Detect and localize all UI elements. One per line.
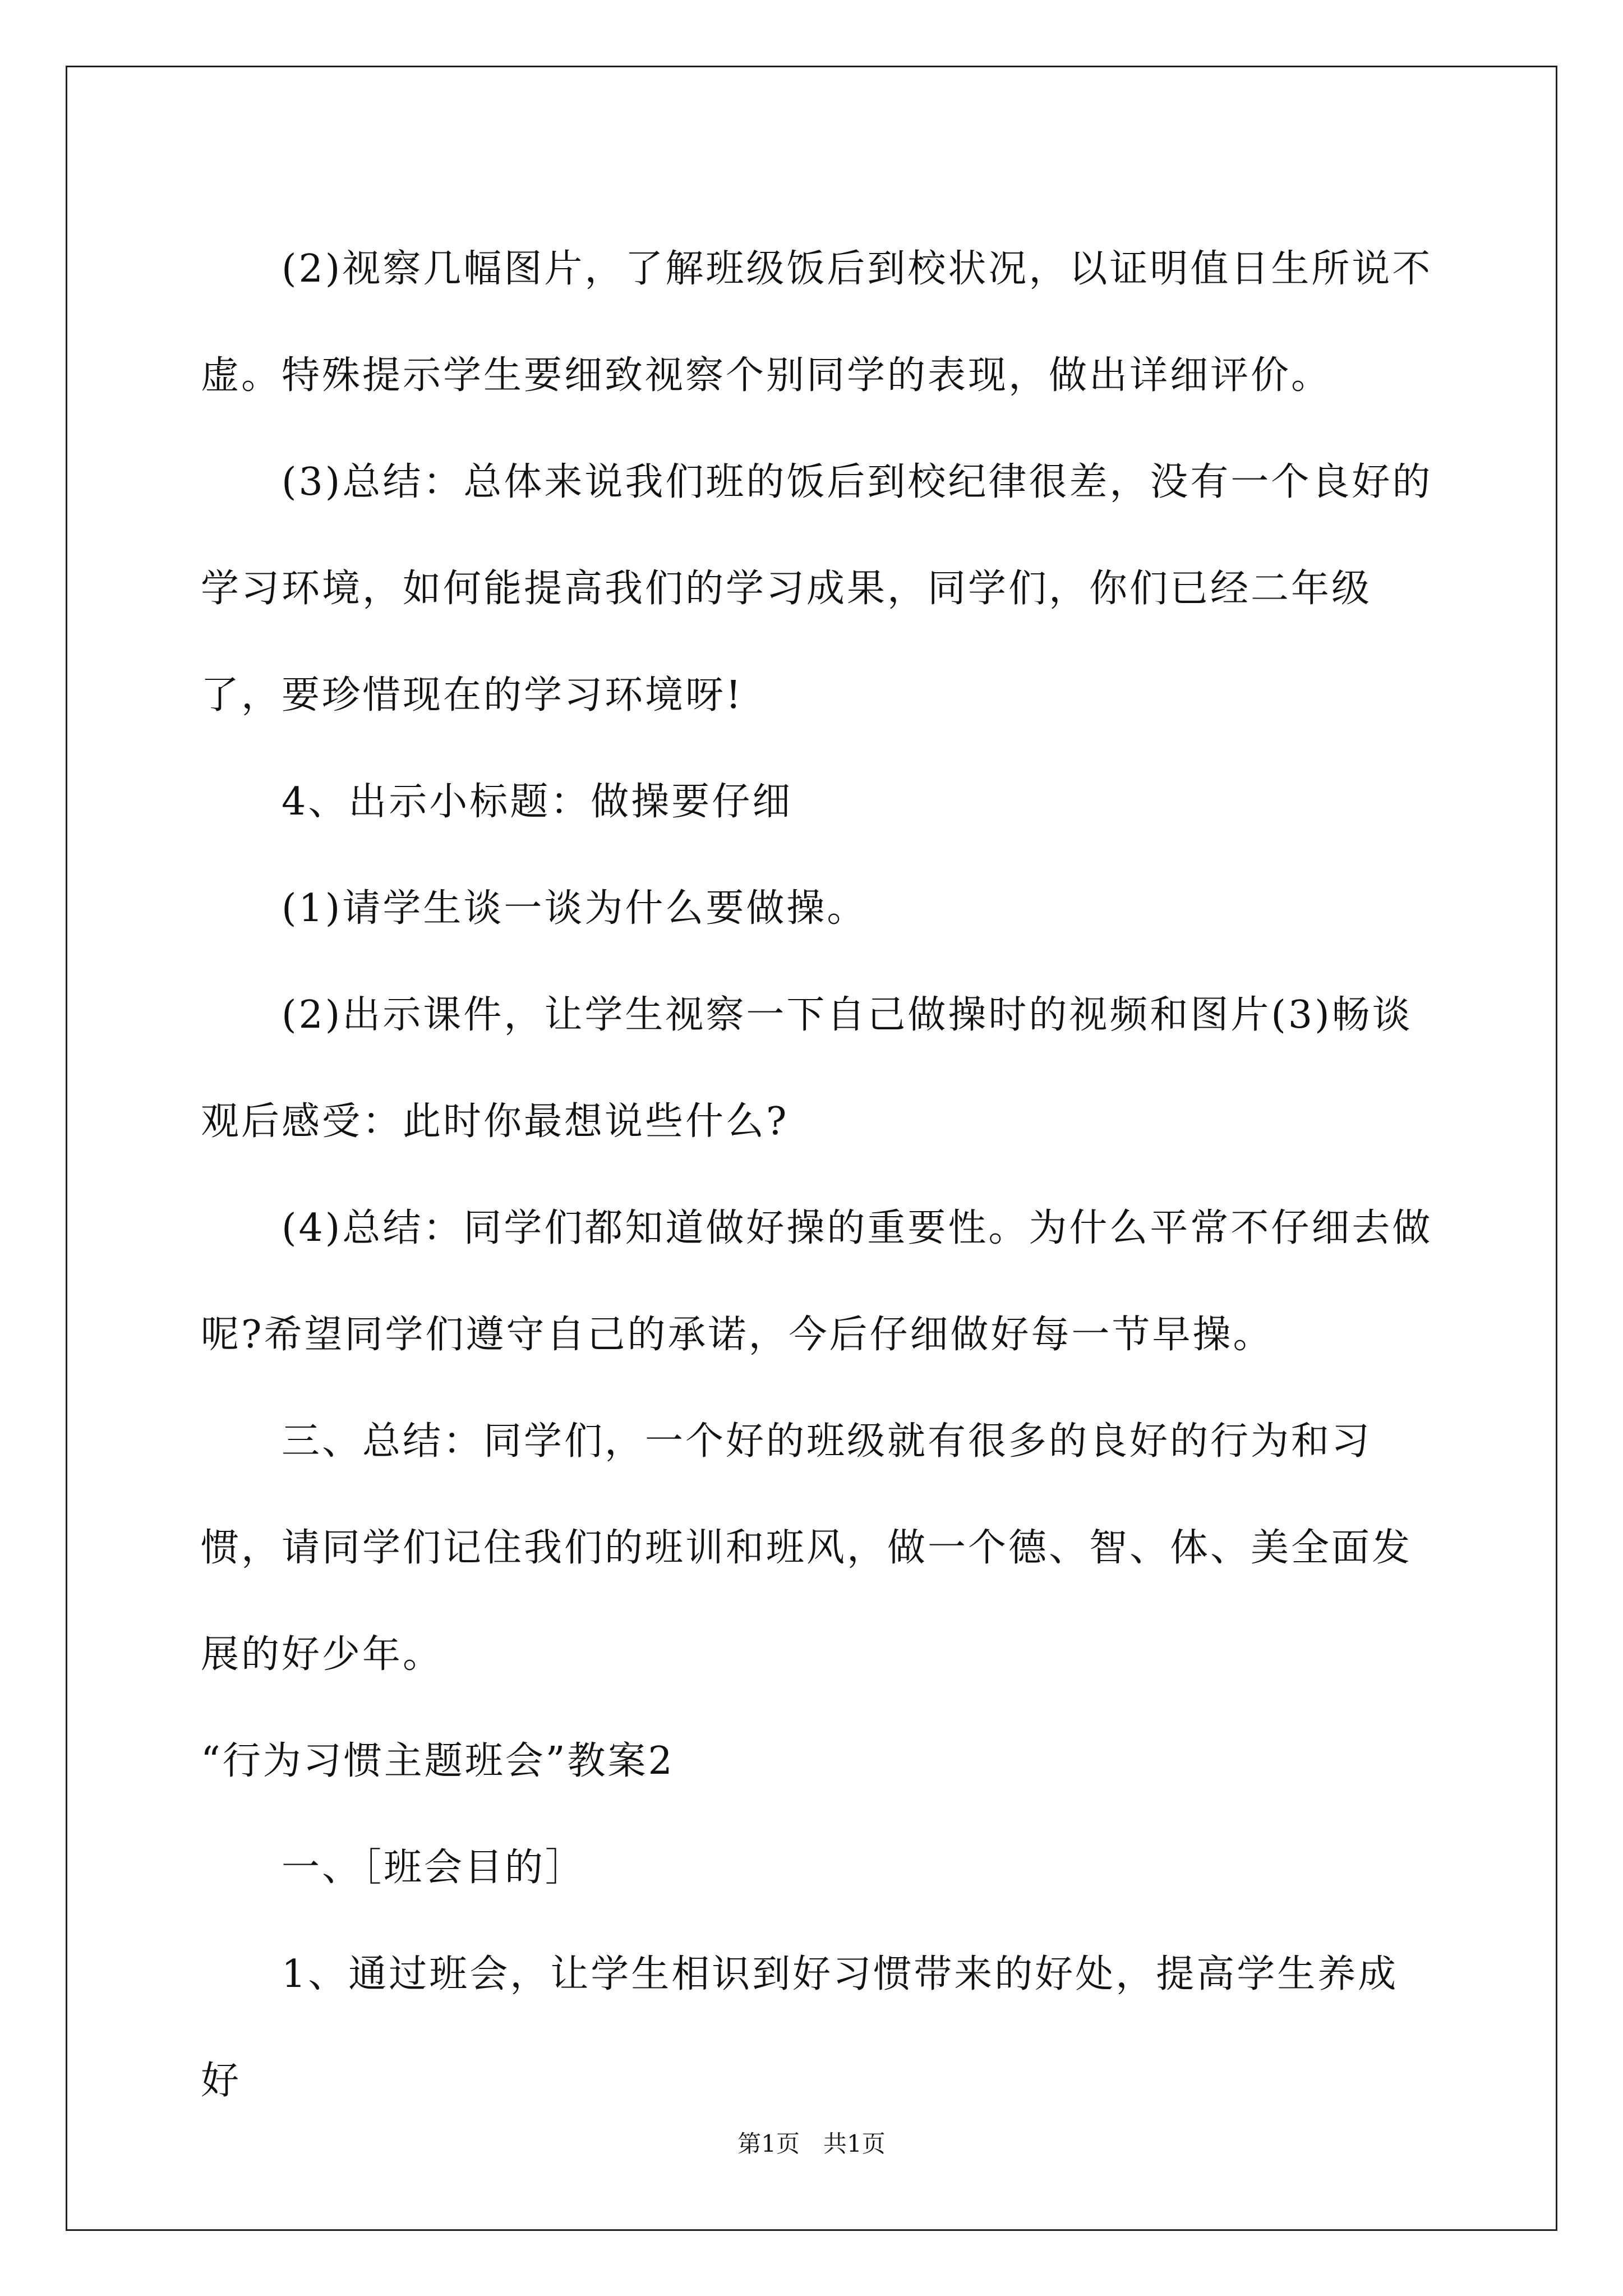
paragraph-7: 三、总结：同学们，一个好的班级就有很多的良好的行为和习惯，请同学们记住我们的班训和班风，做一个德、智、体、美全面发展的好少年。: [201, 1419, 1413, 1677]
page-number-footer: 第1页 共1页: [737, 2130, 886, 2157]
document-body: [201, 216, 1435, 2134]
paragraph-4: (1)请学生谈一谈为什么要做操。: [282, 886, 868, 931]
paragraph-9: 一、［班会目的］: [282, 1846, 586, 1890]
section-title: “行为习惯主题班会”教案2: [201, 1739, 675, 1783]
paragraph-6: (4)总结：同学们都知道做好操的重要性。为什么平常不仔细去做呢?希望同学们遵守自己的承诺，今后仔细做好每一节早操。: [201, 1206, 1433, 1357]
paragraph-2: (3)总结：总体来说我们班的饭后到校纪律很差，没有一个良好的学习环境，如何能提高我们的学习成果，同学们，你们已经二年级了，要珍惜现在的学习环境呀!: [201, 460, 1433, 717]
paragraph-5: (2)出示课件，让学生视察一下自己做操时的视频和图片(3)畅谈观后感受：此时你最想说些什么?: [201, 993, 1413, 1144]
paragraph-10: 1、通过班会，让学生相识到好习惯带来的好处，提高学生养成好: [201, 1952, 1399, 2103]
paragraph-1: (2)视察几幅图片，了解班级饭后到校状况，以证明值日生所说不虚。特殊提示学生要细致视察个别同学的表现，做出详细评价。: [201, 247, 1433, 398]
paragraph-3: 4、出示小标题：做操要仔细: [282, 780, 793, 824]
